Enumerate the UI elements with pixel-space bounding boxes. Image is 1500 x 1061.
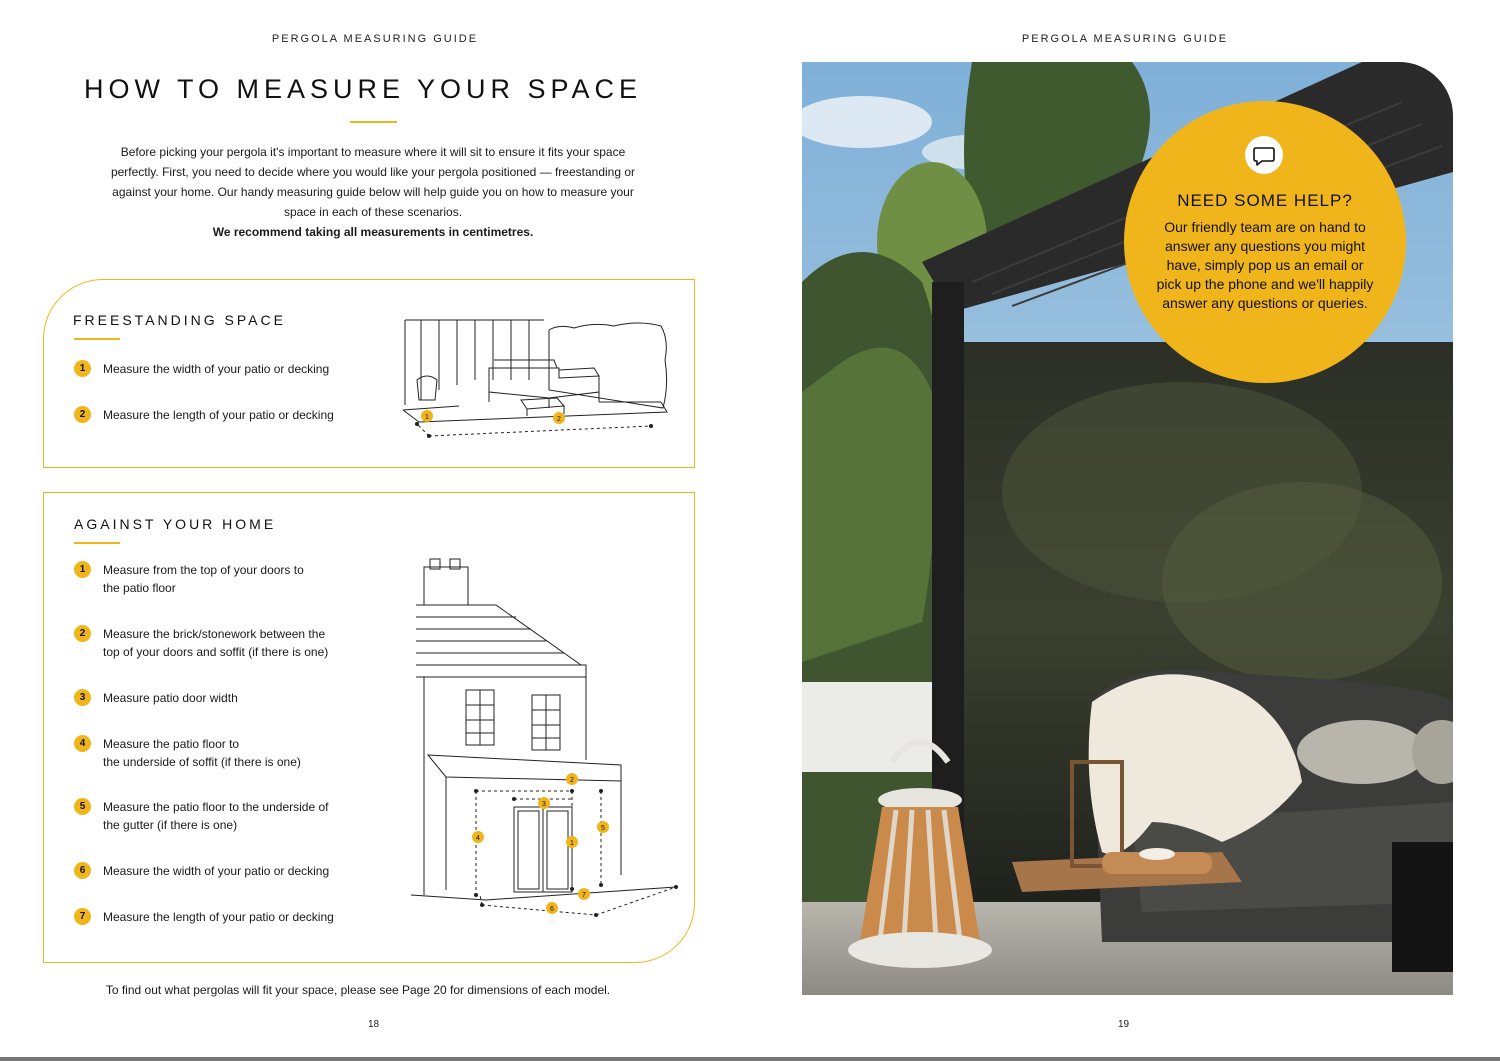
home-step (74, 862, 329, 880)
step-text: Measure the patio floor to the underside of the gutter (if there is one) (103, 800, 329, 832)
help-title: NEED SOME HELP? (1177, 191, 1353, 210)
title-divider (350, 121, 397, 123)
svg-text:2: 2 (570, 777, 574, 784)
house-elevation-illustration (406, 555, 686, 935)
step-text: Measure the length of your patio or decking (103, 408, 334, 422)
step-number-badge: 7 (74, 908, 91, 925)
step-text: Measure the width of your patio or decking (103, 864, 330, 878)
home-step (74, 561, 304, 597)
page-title: HOW TO MEASURE YOUR SPACE (83, 74, 643, 104)
freestanding-step (74, 360, 329, 378)
against-home-divider (74, 542, 120, 544)
running-head: PERGOLA MEASURING GUIDE (1021, 33, 1229, 45)
freestanding-divider (74, 338, 120, 340)
svg-text:1: 1 (425, 414, 429, 421)
page-bottom-edge (0, 1057, 1500, 1061)
running-head: PERGOLA MEASURING GUIDE (271, 33, 479, 45)
against-home-section (43, 492, 695, 963)
step-number-badge: 5 (74, 798, 91, 815)
step-number-badge: 2 (74, 406, 91, 423)
svg-text:4: 4 (476, 835, 480, 842)
home-step (74, 625, 328, 661)
step-text: Measure the brick/stonework between the top of your doors and soffit (if there is one) (103, 627, 329, 659)
home-step (74, 735, 301, 771)
svg-text:7: 7 (582, 892, 586, 899)
step-number-badge: 3 (74, 689, 91, 706)
help-body: Our friendly team are on hand to answer any questions you might have, simply pop us an email or pick up the phone and we'll happily answer any questions or queries. (1156, 219, 1374, 311)
home-step (74, 798, 328, 834)
help-callout (1124, 101, 1406, 383)
svg-text:1: 1 (570, 840, 574, 847)
step-number-badge: 1 (74, 561, 91, 578)
step-text: Measure the width of your patio or decking (103, 362, 330, 376)
step-number-badge: 6 (74, 862, 91, 879)
against-home-title: AGAINST YOUR HOME (74, 516, 277, 532)
svg-text:5: 5 (601, 825, 605, 832)
svg-text:3: 3 (542, 801, 546, 808)
step-text: Measure the length of your patio or decking (103, 910, 334, 924)
step-text: Measure from the top of your doors to the patio floor (103, 563, 304, 595)
footnote: To find out what pergolas will fit your space, please see Page 20 for dimensions of each model. (105, 983, 611, 997)
intro-text: Before picking your pergola it's important to measure where it will sit to ensure it fits your space perfectly. First, you need to decide where you would like your pergola positioned — freestanding or against your home. Our handy measuring guide below will help guide you on how to measure your space in each of these scenarios. (110, 145, 636, 219)
home-step (74, 908, 334, 926)
chat-bubble-icon (1245, 136, 1283, 174)
freestanding-title: FREESTANDING SPACE (73, 312, 286, 328)
intro-paragraph (110, 142, 636, 242)
step-number-badge: 1 (74, 360, 91, 377)
intro-recommendation: We recommend taking all measurements in centimetres. (212, 225, 534, 239)
svg-text:6: 6 (550, 906, 554, 913)
chat-bubble-icon-glyph (1245, 136, 1283, 174)
freestanding-section (43, 279, 695, 468)
step-number-badge: 4 (74, 735, 91, 752)
freestanding-step (74, 406, 334, 424)
step-text: Measure patio door width (103, 691, 238, 705)
home-step (74, 689, 238, 707)
right-page (750, 0, 1500, 1061)
page-number: 19 (1118, 1019, 1130, 1030)
svg-text:2: 2 (557, 416, 561, 423)
freestanding-patio-illustration (399, 310, 679, 450)
step-text: Measure the patio floor to the underside of soffit (if there is one) (103, 737, 301, 769)
step-number-badge: 2 (74, 625, 91, 642)
page-number: 18 (368, 1019, 380, 1030)
